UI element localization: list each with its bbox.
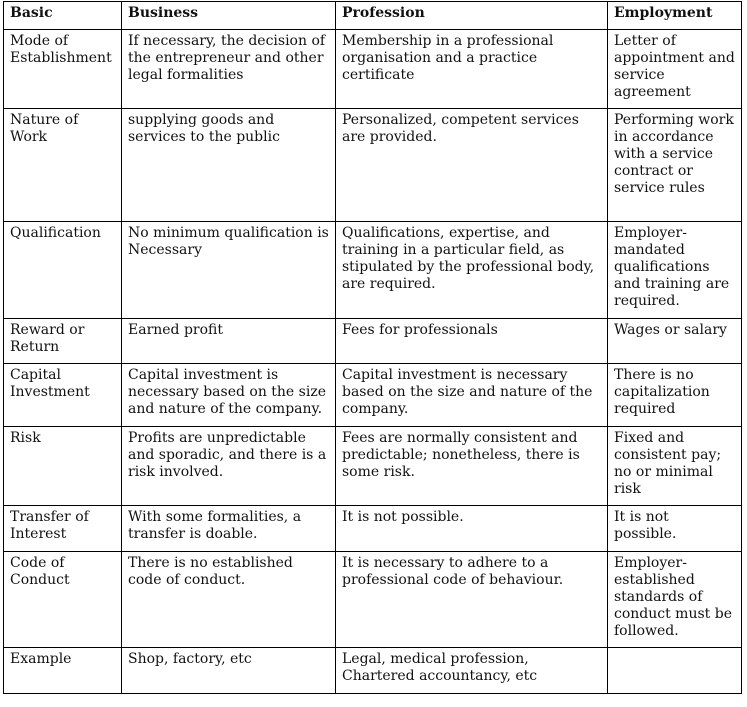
cell-business: Earned profit xyxy=(122,319,336,364)
cell-business: Shop, factory, etc xyxy=(122,648,336,694)
cell-business: With some formalities, a transfer is doable. xyxy=(122,506,336,552)
cell-basic: Example xyxy=(4,648,122,694)
table-row xyxy=(4,319,742,364)
cell-profession: Fees are normally consistent and predictable; nonetheless, there is some risk. xyxy=(336,427,608,506)
table-row xyxy=(4,552,742,648)
cell-business: If necessary, the decision of the entrepreneur and other legal formalities xyxy=(122,30,336,109)
cell-business: Profits are unpredictable and sporadic, and there is a risk involved. xyxy=(122,427,336,506)
table-row xyxy=(4,427,742,506)
cell-employment: There is no capitalization required xyxy=(608,364,742,427)
table-row xyxy=(4,109,742,222)
cell-basic: Code of Conduct xyxy=(4,552,122,648)
cell-employment: Employer-established standards of conduct must be followed. xyxy=(608,552,742,648)
cell-basic: Qualification xyxy=(4,222,122,319)
cell-profession: Membership in a professional organisation and a practice certificate xyxy=(336,30,608,109)
cell-profession: Qualifications, expertise, and training in a particular field, as stipulated by the professional body, are required. xyxy=(336,222,608,319)
cell-profession: It is not possible. xyxy=(336,506,608,552)
table-row xyxy=(4,222,742,319)
cell-employment: Performing work in accordance with a service contract or service rules xyxy=(608,109,742,222)
cell-business: supplying goods and services to the public xyxy=(122,109,336,222)
cell-business: No minimum qualification is Necessary xyxy=(122,222,336,319)
cell-basic: Capital Investment xyxy=(4,364,122,427)
cell-profession: It is necessary to adhere to a professional code of behaviour. xyxy=(336,552,608,648)
cell-business: There is no established code of conduct. xyxy=(122,552,336,648)
cell-business: Capital investment is necessary based on the size and nature of the company. xyxy=(122,364,336,427)
table-header-row xyxy=(4,2,742,30)
table-row xyxy=(4,30,742,109)
cell-profession: Personalized, competent services are provided. xyxy=(336,109,608,222)
cell-profession: Fees for professionals xyxy=(336,319,608,364)
cell-employment: Employer-mandated qualifications and training are required. xyxy=(608,222,742,319)
cell-basic: Transfer of Interest xyxy=(4,506,122,552)
cell-basic: Nature of Work xyxy=(4,109,122,222)
header-basic: Basic xyxy=(4,2,122,30)
cell-basic: Risk xyxy=(4,427,122,506)
header-employment: Employment xyxy=(608,2,742,30)
cell-employment xyxy=(608,648,742,694)
comparison-table xyxy=(3,1,742,694)
cell-profession: Capital investment is necessary based on the size and nature of the company. xyxy=(336,364,608,427)
cell-basic: Reward or Return xyxy=(4,319,122,364)
cell-employment: Fixed and consistent pay; no or minimal risk xyxy=(608,427,742,506)
cell-employment: It is not possible. xyxy=(608,506,742,552)
cell-basic: Mode of Establishment xyxy=(4,30,122,109)
cell-profession: Legal, medical profession, Chartered accountancy, etc xyxy=(336,648,608,694)
table-row xyxy=(4,364,742,427)
header-business: Business xyxy=(122,2,336,30)
table-row xyxy=(4,648,742,694)
cell-employment: Letter of appointment and service agreement xyxy=(608,30,742,109)
cell-employment: Wages or salary xyxy=(608,319,742,364)
header-profession: Profession xyxy=(336,2,608,30)
table-row xyxy=(4,506,742,552)
